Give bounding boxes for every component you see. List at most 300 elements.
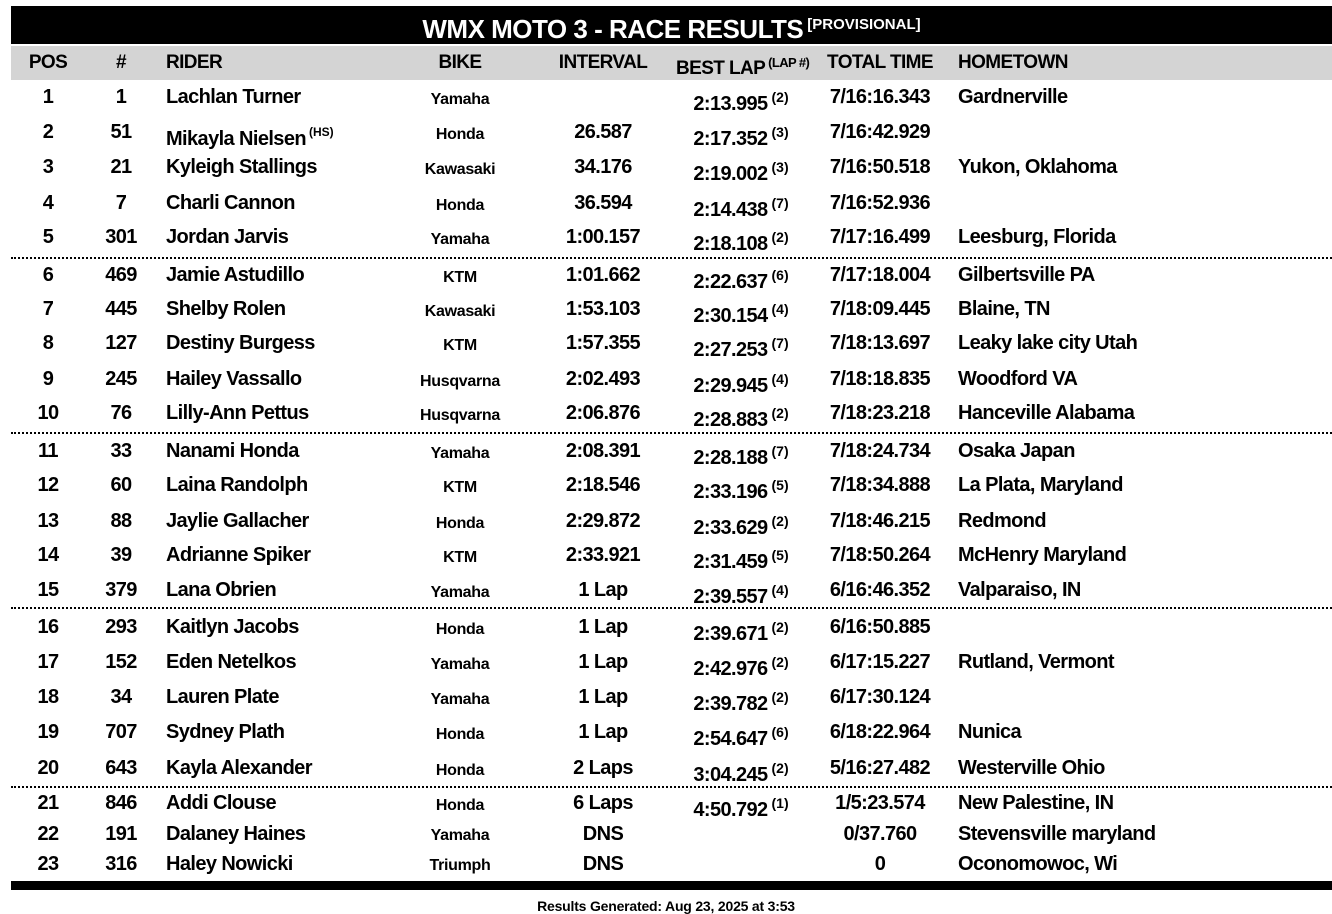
bike-value: Triumph [429, 857, 491, 874]
hometown-value: Nunica [958, 721, 1022, 743]
pos-value: 14 [37, 544, 59, 566]
cell-pos [11, 538, 85, 573]
cell-hometown [958, 258, 1332, 293]
cell-interval [544, 258, 662, 293]
best-lap-value: 2:27.253 [693, 339, 768, 361]
total-time-value: 7/18:50.264 [829, 544, 931, 566]
cell-number [86, 258, 156, 293]
interval-value: 1 Lap [578, 616, 628, 638]
header-lap-note: (LAP #) [768, 55, 810, 70]
cell-total-time [816, 751, 944, 786]
cell-interval [544, 468, 662, 503]
cell-total-time [816, 538, 944, 573]
rider-value: Lachlan Turner [166, 86, 301, 108]
hometown-value: Gardnerville [958, 86, 1068, 108]
hometown-value: La Plata, Maryland [958, 474, 1123, 496]
interval-value: 2:08.391 [565, 440, 641, 462]
best-lap-value: 2:33.196 [693, 481, 768, 503]
rider-value: Charli Cannon [166, 192, 295, 214]
cell-total-time [816, 504, 944, 539]
interval-value: 26.587 [574, 121, 632, 143]
pos-value: 23 [37, 853, 59, 875]
cell-rider [166, 849, 426, 879]
hometown-value: Osaka Japan [958, 440, 1075, 462]
bike-value: Yamaha [430, 91, 490, 108]
group-separator [11, 257, 1332, 259]
bike-value: Honda [435, 797, 485, 814]
best-lap-value: 2:13.995 [693, 93, 768, 115]
table-row [11, 434, 1332, 469]
cell-rider [166, 292, 426, 327]
cell-rider [166, 186, 426, 221]
cell-rider [166, 258, 426, 293]
cell-total-time [816, 849, 944, 879]
rider-value: Hailey Vassallo [166, 368, 302, 390]
cell-rider [166, 538, 426, 573]
cell-number [86, 573, 156, 608]
best-lap-number: (3) [771, 159, 789, 175]
cell-rider [166, 150, 426, 185]
table-row [11, 220, 1332, 255]
bike-value: Honda [435, 515, 485, 532]
bike-value: Husqvarna [420, 373, 500, 390]
interval-value: 1 Lap [578, 686, 628, 708]
table-row [11, 468, 1332, 503]
cell-hometown [958, 819, 1332, 849]
best-lap-value: 2:33.629 [693, 517, 768, 539]
cell-bike [406, 82, 514, 117]
number-value: 379 [105, 579, 137, 601]
hometown-value: New Palestine, IN [958, 792, 1114, 814]
number-value: 33 [110, 440, 132, 462]
interval-value: 1 Lap [578, 651, 628, 673]
bike-value: Honda [435, 126, 485, 143]
pos-value: 5 [42, 226, 54, 248]
interval-value: 1:53.103 [565, 298, 641, 320]
best-lap-value: 2:22.637 [693, 271, 768, 293]
best-lap-value: 2:28.883 [693, 409, 768, 431]
cell-rider [166, 645, 426, 680]
cell-bike [406, 188, 514, 223]
cell-rider [166, 680, 426, 715]
number-value: 846 [105, 792, 137, 814]
hometown-value: Gilbertsville PA [958, 264, 1095, 286]
cell-pos [11, 715, 85, 750]
cell-bike [406, 717, 514, 752]
cell-pos [11, 610, 85, 645]
cell-interval [544, 610, 662, 645]
total-time-value: 1/5:23.574 [835, 792, 925, 814]
pos-value: 6 [42, 264, 54, 286]
cell-total-time [816, 186, 944, 221]
cell-rider [166, 434, 426, 469]
cell-number [86, 362, 156, 397]
cell-hometown [958, 396, 1332, 431]
cell-bike [406, 540, 514, 575]
rider-value: Jordan Jarvis [166, 226, 289, 248]
hometown-value: Woodford VA [958, 368, 1078, 390]
total-time-value: 7/18:46.215 [829, 510, 931, 532]
total-time-value: 7/16:16.343 [829, 86, 931, 108]
cell-hometown [958, 849, 1332, 879]
cell-bike [406, 364, 514, 399]
cell-number [86, 849, 156, 879]
cell-total-time [816, 326, 944, 361]
cell-total-time [816, 258, 944, 293]
table-row [11, 849, 1332, 879]
rider-value: Jamie Astudillo [166, 264, 305, 286]
generated-footer: Results Generated: Aug 23, 2025 at 3:53 [537, 898, 795, 914]
cell-interval [544, 787, 662, 820]
total-time-value: 6/17:15.227 [829, 651, 931, 673]
cell-bike [406, 682, 514, 717]
cell-rider [166, 362, 426, 397]
bike-value: KTM [443, 479, 477, 496]
number-value: 445 [105, 298, 137, 320]
cell-total-time [816, 150, 944, 185]
cell-rider [166, 468, 426, 503]
best-lap-value: 4:50.792 [693, 799, 768, 821]
hometown-value: Valparaiso, IN [958, 579, 1081, 601]
cell-bike [406, 152, 514, 187]
rider-value: Sydney Plath [166, 721, 285, 743]
bike-value: KTM [443, 337, 477, 354]
results-title-bar [11, 6, 1332, 44]
cell-number [86, 538, 156, 573]
cell-interval [544, 115, 662, 150]
pos-value: 22 [37, 823, 59, 845]
cell-pos [11, 150, 85, 185]
hometown-value: Stevensville maryland [958, 823, 1156, 845]
cell-number [86, 645, 156, 680]
total-time-value: 7/18:24.734 [829, 440, 931, 462]
cell-bike [406, 328, 514, 363]
number-value: 643 [105, 757, 137, 779]
table-row [11, 645, 1332, 680]
cell-hometown [958, 751, 1332, 786]
cell-interval [544, 504, 662, 539]
cell-total-time [816, 115, 944, 150]
bike-value: Honda [435, 621, 485, 638]
cell-total-time [816, 80, 944, 115]
cell-number [86, 787, 156, 820]
rider-value: Nanami Honda [166, 440, 299, 462]
best-lap-value: 2:18.108 [693, 233, 768, 255]
rider-value: Kyleigh Stallings [166, 156, 317, 178]
best-lap-value: 3:04.245 [693, 764, 768, 786]
best-lap-value: 2:42.976 [693, 658, 768, 680]
header-bike: BIKE [438, 52, 482, 73]
total-time-value: 6/16:50.885 [829, 616, 931, 638]
cell-interval [544, 220, 662, 255]
interval-value: DNS [582, 853, 624, 875]
cell-rider [166, 326, 426, 361]
total-time-value: 7/16:52.936 [829, 192, 931, 214]
cell-rider [166, 819, 426, 849]
best-lap-value: 2:17.352 [693, 128, 768, 150]
rider-value: Lilly-Ann Pettus [166, 402, 309, 424]
bike-value: Kawasaki [424, 161, 496, 178]
cell-pos [11, 819, 85, 849]
cell-pos [11, 292, 85, 327]
cell-number [86, 610, 156, 645]
best-lap-value: 2:39.671 [693, 623, 768, 645]
pos-value: 15 [37, 579, 59, 601]
number-value: 76 [110, 402, 132, 424]
cell-bike [406, 753, 514, 788]
total-time-value: 7/17:18.004 [829, 264, 931, 286]
cell-hometown [958, 538, 1332, 573]
cell-pos [11, 258, 85, 293]
cell-pos [11, 396, 85, 431]
cell-number [86, 326, 156, 361]
best-lap-value: 2:19.002 [693, 163, 768, 185]
total-time-value: 7/18:23.218 [829, 402, 931, 424]
cell-pos [11, 680, 85, 715]
header-number: # [116, 52, 126, 73]
interval-value: 6 Laps [573, 792, 633, 814]
total-time-value: 5/16:27.482 [829, 757, 931, 779]
cell-interval [544, 849, 662, 879]
table-row [11, 396, 1332, 431]
group-separator [11, 786, 1332, 788]
number-value: 7 [115, 192, 127, 214]
cell-total-time [816, 819, 944, 849]
cell-hometown [958, 292, 1332, 327]
cell-pos [11, 80, 85, 115]
cell-total-time [816, 645, 944, 680]
total-time-value: 7/16:50.518 [829, 156, 931, 178]
table-row [11, 504, 1332, 539]
cell-rider [166, 396, 426, 431]
group-separator [11, 432, 1332, 434]
cell-number [86, 434, 156, 469]
cell-interval [544, 573, 662, 608]
cell-hometown [958, 326, 1332, 361]
number-value: 21 [110, 156, 132, 178]
cell-pos [11, 573, 85, 608]
best-lap-number: (4) [771, 582, 789, 598]
cell-rider [166, 504, 426, 539]
header-hometown: HOMETOWN [958, 52, 1068, 73]
best-lap-number: (2) [771, 405, 789, 421]
bike-value: Honda [435, 762, 485, 779]
cell-total-time [816, 396, 944, 431]
table-row [11, 751, 1332, 786]
cell-pos [11, 115, 85, 150]
header-pos: POS [28, 52, 68, 73]
best-lap-number: (2) [771, 689, 789, 705]
pos-value: 12 [37, 474, 59, 496]
cell-number [86, 115, 156, 150]
cell-bike [406, 575, 514, 610]
pos-value: 11 [38, 440, 58, 462]
number-value: 191 [105, 823, 137, 845]
best-lap-number: (2) [771, 760, 789, 776]
number-value: 88 [110, 510, 132, 532]
rider-value: Jaylie Gallacher [166, 510, 309, 532]
bike-value: Husqvarna [420, 407, 500, 424]
bottom-rule [11, 881, 1332, 890]
cell-total-time [816, 715, 944, 750]
cell-pos [11, 504, 85, 539]
cell-number [86, 150, 156, 185]
cell-pos [11, 220, 85, 255]
pos-value: 20 [37, 757, 59, 779]
best-lap-number: (2) [771, 89, 789, 105]
cell-number [86, 186, 156, 221]
cell-hometown [958, 573, 1332, 608]
best-lap-number: (6) [771, 724, 789, 740]
cell-pos [11, 751, 85, 786]
cell-rider [166, 715, 426, 750]
total-time-value: 7/17:16.499 [829, 226, 931, 248]
cell-pos [11, 362, 85, 397]
cell-pos [11, 849, 85, 879]
cell-hometown [958, 787, 1332, 820]
best-lap-number: (7) [771, 443, 789, 459]
total-time-value: 6/18:22.964 [829, 721, 931, 743]
bike-value: Honda [435, 197, 485, 214]
hometown-value: Westerville Ohio [958, 757, 1105, 779]
table-row [11, 186, 1332, 221]
cell-total-time [816, 610, 944, 645]
cell-hometown [958, 220, 1332, 255]
cell-bike [406, 117, 514, 152]
table-row [11, 787, 1332, 820]
best-lap-value: 2:30.154 [693, 305, 768, 327]
cell-number [86, 220, 156, 255]
cell-pos [11, 186, 85, 221]
table-row [11, 80, 1332, 115]
number-value: 316 [105, 853, 137, 875]
cell-number [86, 504, 156, 539]
pos-value: 10 [37, 402, 59, 424]
cell-number [86, 680, 156, 715]
number-value: 469 [105, 264, 137, 286]
best-lap-number: (7) [771, 335, 789, 351]
number-value: 152 [105, 651, 137, 673]
pos-value: 4 [42, 192, 54, 214]
cell-number [86, 80, 156, 115]
table-row [11, 115, 1332, 150]
rider-value: Dalaney Haines [166, 823, 306, 845]
hometown-value: Hanceville Alabama [958, 402, 1135, 424]
interval-value: 1 Lap [578, 721, 628, 743]
cell-number [86, 819, 156, 849]
cell-total-time [816, 362, 944, 397]
table-row [11, 150, 1332, 185]
table-row [11, 610, 1332, 645]
hometown-value: Yukon, Oklahoma [958, 156, 1117, 178]
interval-value: 34.176 [574, 156, 632, 178]
header-best-lap-label: BEST LAP [676, 58, 766, 79]
cell-bike [406, 821, 514, 851]
best-lap-number: (2) [771, 654, 789, 670]
bike-value: Kawasaki [424, 303, 496, 320]
cell-interval [544, 819, 662, 849]
rider-value: Lana Obrien [166, 579, 277, 601]
pos-value: 9 [42, 368, 54, 390]
bike-value: Yamaha [430, 231, 490, 248]
interval-value: 2 Laps [573, 757, 633, 779]
interval-value: 2:02.493 [565, 368, 641, 390]
cell-number [86, 468, 156, 503]
cell-pos [11, 468, 85, 503]
best-lap-number: (4) [771, 371, 789, 387]
best-lap-number: (5) [771, 477, 789, 493]
table-row [11, 258, 1332, 293]
pos-value: 13 [37, 510, 59, 532]
table-row [11, 715, 1332, 750]
interval-value: 2:29.872 [565, 510, 641, 532]
best-lap-number: (2) [771, 229, 789, 245]
pos-value: 7 [42, 298, 54, 320]
total-time-value: 6/17:30.124 [829, 686, 931, 708]
pos-value: 17 [37, 651, 59, 673]
pos-value: 3 [42, 156, 54, 178]
best-lap-value: 2:28.188 [693, 447, 768, 469]
bike-value: Yamaha [430, 827, 490, 844]
number-value: 245 [105, 368, 137, 390]
pos-value: 19 [37, 721, 59, 743]
cell-total-time [816, 292, 944, 327]
cell-interval [544, 186, 662, 221]
table-row [11, 680, 1332, 715]
header-total-time: TOTAL TIME [827, 52, 933, 73]
cell-hometown [958, 362, 1332, 397]
cell-interval [544, 362, 662, 397]
hometown-value: Rutland, Vermont [958, 651, 1114, 673]
best-lap-number: (3) [771, 124, 789, 140]
best-lap-number: (6) [771, 267, 789, 283]
best-lap-number: (5) [771, 547, 789, 563]
cell-interval [544, 326, 662, 361]
total-time-value: 7/18:09.445 [829, 298, 931, 320]
cell-rider [166, 787, 426, 820]
group-separator [11, 607, 1332, 609]
total-time-value: 0 [874, 853, 886, 875]
cell-pos [11, 326, 85, 361]
cell-hometown [958, 715, 1332, 750]
cell-total-time [816, 434, 944, 469]
header-rider: RIDER [166, 52, 223, 73]
cell-hometown [958, 504, 1332, 539]
number-value: 34 [110, 686, 132, 708]
hometown-value: Leaky lake city Utah [958, 332, 1138, 354]
number-value: 293 [105, 616, 137, 638]
rider-value: Eden Netelkos [166, 651, 297, 673]
number-value: 39 [110, 544, 132, 566]
cell-interval [544, 292, 662, 327]
hometown-value: Redmond [958, 510, 1047, 532]
cell-number [86, 715, 156, 750]
total-time-value: 6/16:46.352 [829, 579, 931, 601]
number-value: 127 [105, 332, 137, 354]
hometown-value: Oconomowoc, Wi [958, 853, 1118, 875]
cell-bike [406, 294, 514, 329]
rider-value: Mikayla Nielsen [166, 128, 306, 150]
cell-bike [406, 506, 514, 541]
cell-total-time [816, 573, 944, 608]
pos-value: 8 [42, 332, 54, 354]
interval-value: 36.594 [574, 192, 632, 214]
cell-bike [406, 222, 514, 257]
table-row [11, 573, 1332, 608]
interval-value: 1 Lap [578, 579, 628, 601]
cell-interval [544, 715, 662, 750]
hometown-value: Blaine, TN [958, 298, 1050, 320]
